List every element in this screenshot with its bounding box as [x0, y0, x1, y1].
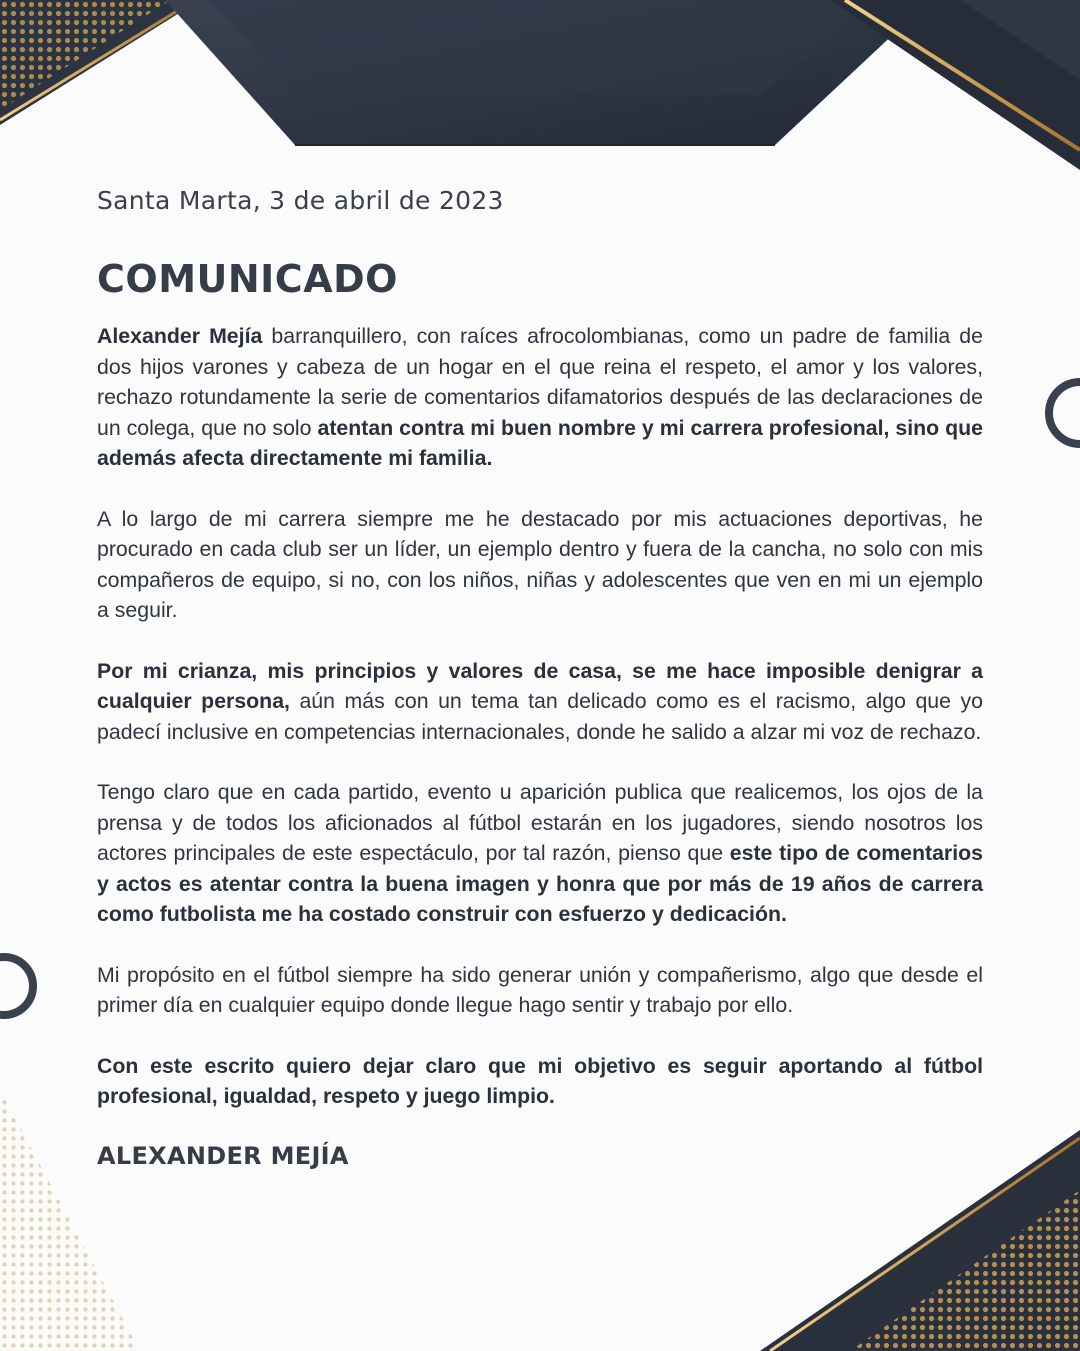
text-run: barranquillero, con raíces afrocolombianas, como un padre de familia de dos hijos varones y cabeza de un hogar en el que reina el respeto, el amor y los valores, rechazo rotundamente la serie de comentarios difamatorios después de las declaraciones de un colega, que no solo: [97, 324, 983, 440]
body-paragraph: [97, 321, 983, 474]
bold-text-run: Con este escrito quiero dejar claro que mi objetivo es seguir aportando al fútbol profesional, igualdad, respeto y juego limpio.: [97, 1053, 983, 1108]
bold-text-run: este tipo de comentarios y actos es atentar contra la buena imagen y honra que por más de 19 años de carrera como futbolista me ha costado construir con esfuerzo y dedicación.: [97, 841, 983, 926]
body-paragraph: [97, 656, 983, 748]
text-run: Tengo claro que en cada partido, evento u aparición publica que realicemos, los ojos de la prensa y de todos los aficionados al fútbol estarán en los jugadores, siendo nosotros los actores principales de este espectáculo, por tal razón, pienso que: [97, 780, 983, 865]
body-paragraph: [97, 504, 983, 626]
paragraphs-container: [97, 321, 983, 1112]
body-paragraph: [97, 960, 983, 1021]
left-ring-ornament: [0, 957, 33, 1015]
bold-text-run: Por mi crianza, mis principios y valores de casa, se me hace imposible denigrar a cualquier persona,: [97, 658, 983, 713]
bold-text-run: atentan contra mi buen nombre y mi carrera profesional, sino que además afecta directamente mi familia.: [97, 415, 983, 470]
top-left-corner-ornament: [0, 0, 200, 125]
text-run: A lo largo de mi carrera siempre me he destacado por mis actuaciones deportivas, he procurado en cada club ser un líder, un ejemplo dentro y fuera de la cancha, no solo con mis compañeros de equipo, si no, con los niños, niñas y adolescentes que ven en mi un ejemplo a seguir.: [97, 506, 983, 622]
document-title: COMUNICADO: [97, 257, 398, 301]
body-paragraph: [97, 777, 983, 930]
text-run: Mi propósito en el fútbol siempre ha sido generar unión y compañerismo, algo que desde el primer día en cualquier equipo donde llegue hago sentir y trabajo por ello.: [97, 962, 983, 1017]
signature: ALEXANDER MEJÍA: [97, 1141, 349, 1170]
dateline: Santa Marta, 3 de abril de 2023: [97, 186, 504, 215]
top-right-corner-ornament: [830, 0, 1080, 170]
text-run: aún más con un tema tan delicado como es el racismo, algo que yo padecí inclusive en competencias internacionales, donde he salido a alzar mi voz de rechazo.: [97, 689, 983, 744]
document-body: [97, 186, 983, 1170]
bold-text-run: Alexander Mejía: [97, 324, 263, 348]
body-paragraph: [97, 1051, 983, 1112]
right-ring-ornament: [1049, 382, 1080, 444]
